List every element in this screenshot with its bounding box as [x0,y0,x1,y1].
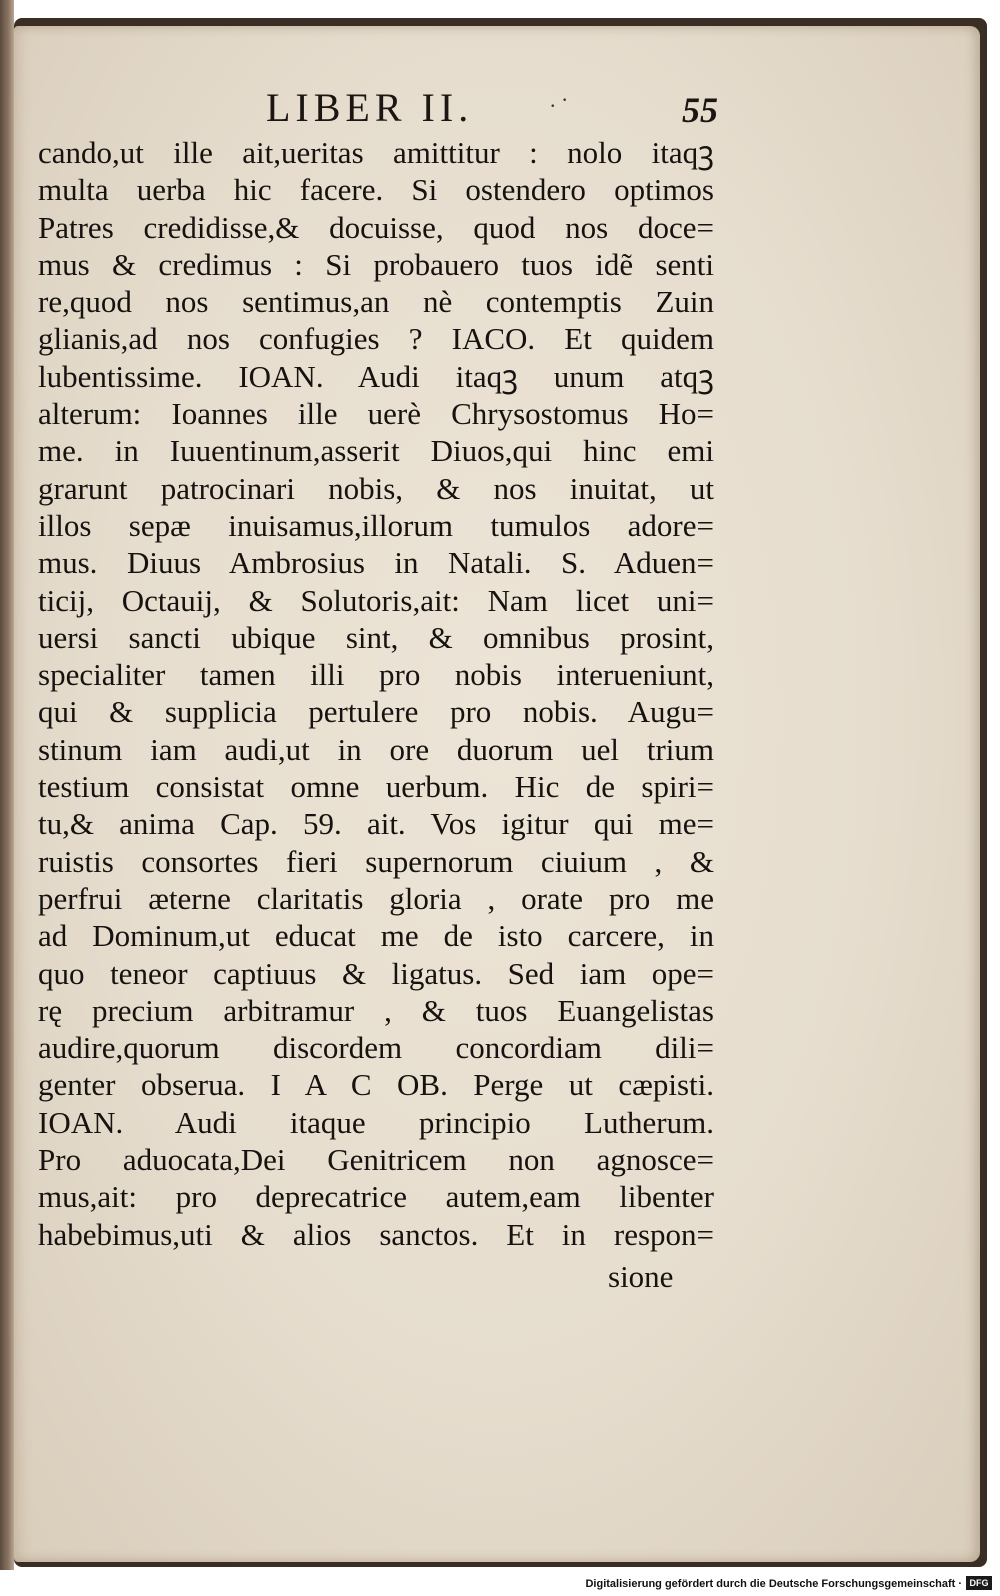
text-line: stinum iam audi,ut in ore duorum uel trium [38,731,714,767]
running-head [40,86,720,130]
text-line: illos sepæ inuisamus,illorum tumulos adore= [38,507,714,543]
text-line: specialiter tamen illi pro nobis interueniunt, [38,657,714,693]
digitization-credit: Digitalisierung gefördert durch die Deutsche Forschungsgemeinschaft · [585,1578,962,1590]
running-title: LIBER II. [266,85,474,130]
text-line: genter obserua. I A C OB. Perge ut cæpisti. [38,1067,714,1103]
text-block [38,134,714,1253]
text-line: glianis,ad nos confugies ? IACO. Et quidem [38,321,714,357]
text-line: me. in Iuuentinum,asserit Diuos,qui hinc emi [38,433,714,469]
book-spine [0,0,14,1570]
text-line: ruistis consortes fieri supernorum ciuium , & [38,843,714,879]
text-line: rę precium arbitramur , & tuos Euangelistas [38,992,714,1028]
text-line: mus. Diuus Ambrosius in Natali. S. Aduen= [38,545,714,581]
text-line: testium consistat omne uerbum. Hic de spiri= [38,769,714,805]
text-line: quo teneor captiuus & ligatus. Sed iam ope= [38,955,714,991]
text-line: cando,ut ille ait,ueritas amittitur : nolo itaqꝫ [38,135,714,170]
text-line: uersi sancti ubique sint, & omnibus prosint, [38,619,714,655]
text-line: lubentissime. IOAN. Audi itaqꝫ unum atqꝫ [38,358,714,394]
running-dots: . · [550,87,569,112]
text-line: grarunt patrocinari nobis, & nos inuitat, ut [38,470,714,506]
text-line: IOAN. Audi itaque principio Lutherum. [38,1104,714,1140]
text-line: qui & supplicia pertulere pro nobis. Augu= [38,694,714,730]
page-number: 55 [682,90,718,130]
text-line: tu,& anima Cap. 59. ait. Vos igitur qui me= [38,806,714,842]
dfg-logo: DFG [966,1576,992,1590]
text-line: audire,quorum discordem concordiam dili= [38,1030,714,1066]
text-line: alterum: Ioannes ille uerè Chrysostomus Ho= [38,396,714,432]
text-line: mus,ait: pro deprecatrice autem,eam libenter [38,1179,714,1215]
text-line: Patres credidisse,& docuisse, quod nos doce= [38,209,714,245]
text-line: Pro aduocata,Dei Genitricem non agnosce= [38,1142,714,1178]
text-line: ticij, Octauij, & Solutoris,ait: Nam licet uni= [38,582,714,618]
text-line: multa uerba hic facere. Si ostendero optimos [38,172,714,208]
text-line: re,quod nos sentimus,an nè contemptis Zuin [38,284,714,320]
text-line: mus & credimus : Si probauero tuos idẽ senti [38,246,714,282]
text-line: habebimus,uti & alios sanctos. Et in respon= [38,1216,714,1252]
catchword: sione [608,1259,674,1294]
text-line: perfrui æterne claritatis gloria , orate pro me [38,880,714,916]
text-line: ad Dominum,ut educat me de isto carcere, in [38,918,714,954]
